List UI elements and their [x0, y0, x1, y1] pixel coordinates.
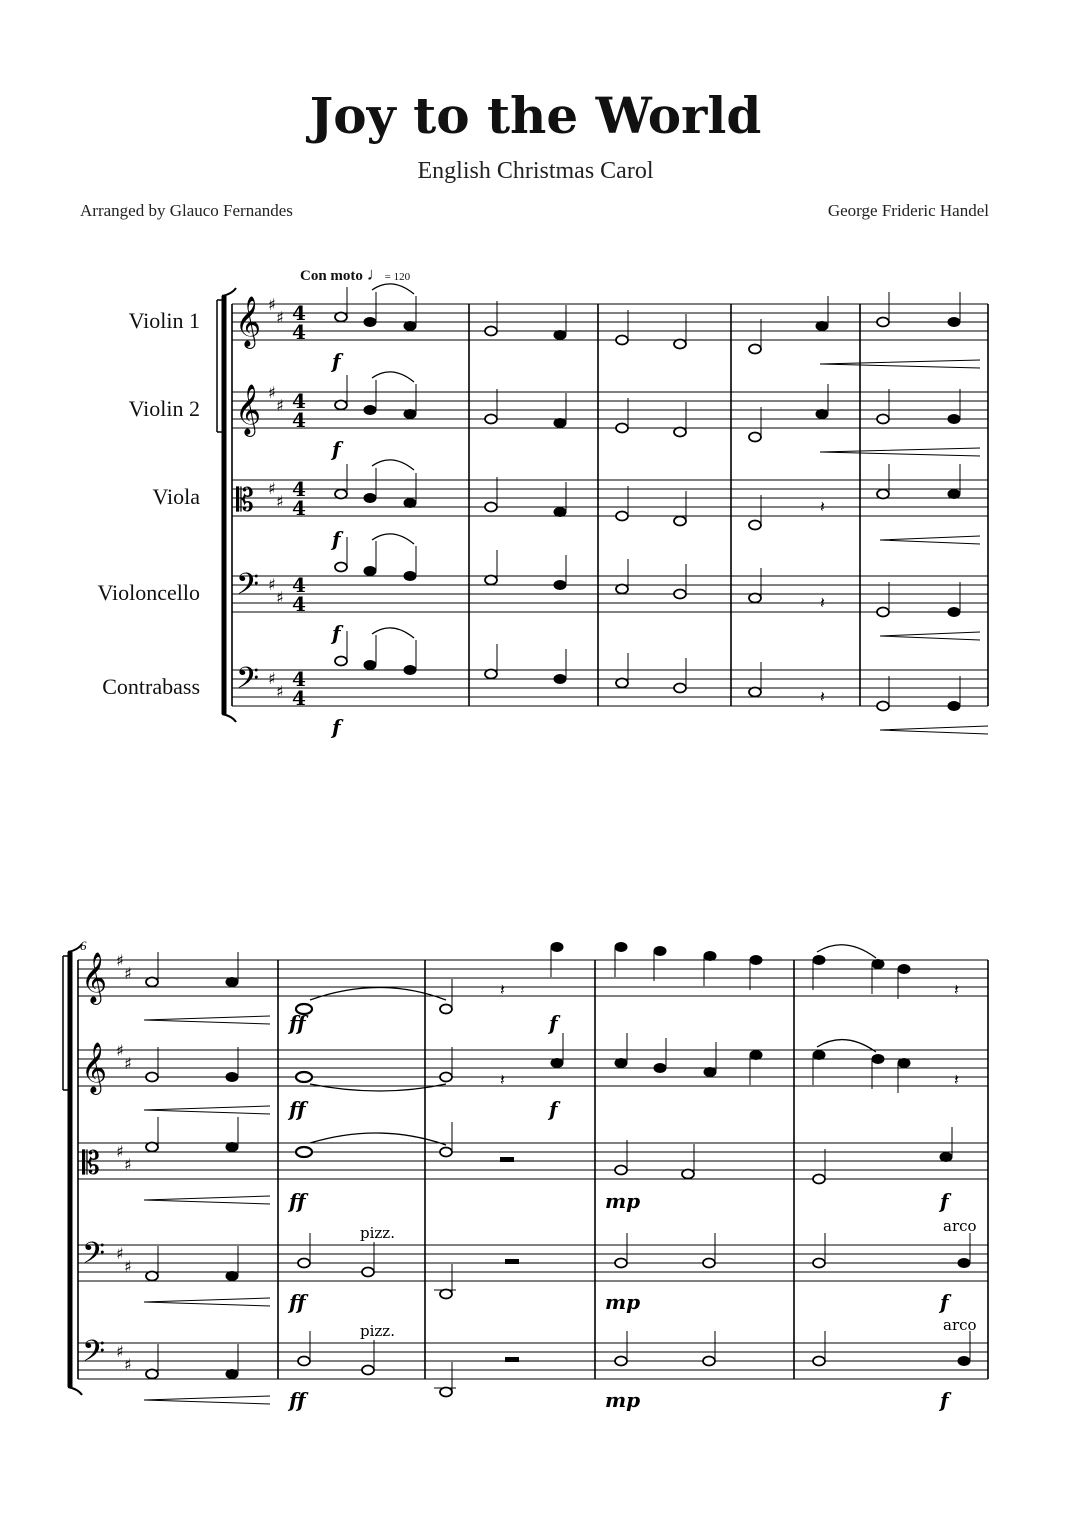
- alto-clef-icon: 𝄡: [82, 1144, 100, 1182]
- time-signatures: [292, 301, 306, 710]
- svg-text:♯: ♯: [268, 295, 276, 314]
- dynamic-ff: ff: [289, 1097, 306, 1121]
- svg-text:♯: ♯: [276, 588, 284, 607]
- dynamic-f: f: [332, 715, 341, 739]
- staff-violoncello-s2: [78, 1245, 988, 1281]
- system-2: [0, 900, 1071, 1515]
- technique-pizz: pizz.: [360, 1224, 395, 1242]
- svg-text:4: 4: [292, 477, 306, 501]
- dynamic-f: f: [332, 527, 341, 551]
- dynamic-mp: mp: [605, 1388, 641, 1412]
- dynamic-f: f: [940, 1388, 949, 1412]
- treble-clef-icon: 𝄞: [235, 296, 262, 347]
- half-rest-icon: [500, 1157, 514, 1162]
- technique-arco: arco: [943, 1217, 977, 1235]
- staff-violin2: [232, 392, 988, 428]
- dynamic-f: f: [549, 1011, 558, 1035]
- svg-text:4: 4: [292, 667, 306, 691]
- svg-text:♯: ♯: [116, 1142, 124, 1161]
- svg-text:4: 4: [292, 592, 306, 616]
- crescendo-hairpins: [820, 360, 988, 734]
- quarter-rest-icon: 𝄽: [820, 497, 825, 516]
- bass-clef-icon: 𝄢: [236, 568, 260, 609]
- instrument-label-viola: Viola: [152, 484, 200, 509]
- svg-text:♯: ♯: [268, 479, 276, 498]
- dynamic-mp: mp: [605, 1189, 641, 1213]
- quarter-rest-icon: 𝄽: [954, 980, 959, 999]
- dynamic-f: f: [940, 1189, 949, 1213]
- svg-text:4: 4: [292, 573, 306, 597]
- svg-text:♯: ♯: [268, 575, 276, 594]
- treble-clef-icon: 𝄞: [81, 952, 108, 1003]
- svg-text:♯: ♯: [116, 1244, 124, 1263]
- dynamic-f: f: [332, 621, 341, 645]
- svg-text:♯: ♯: [276, 682, 284, 701]
- quarter-note-icon: ♩: [366, 264, 385, 284]
- violin-bracket: [63, 956, 68, 1090]
- instrument-label-violin1: Violin 1: [128, 308, 200, 333]
- dynamic-ff: ff: [289, 1011, 306, 1035]
- quarter-rest-icon: 𝄽: [820, 593, 825, 612]
- svg-text:4: 4: [292, 301, 306, 325]
- svg-text:4: 4: [292, 408, 306, 432]
- half-rest-icon: [505, 1357, 519, 1362]
- crescendo-hairpins-s2: [144, 1016, 270, 1404]
- treble-clef-icon: 𝄞: [235, 384, 262, 435]
- quarter-rest-icon: 𝄽: [500, 1070, 505, 1089]
- dynamic-f: f: [332, 349, 341, 373]
- svg-text:♯: ♯: [268, 383, 276, 402]
- svg-text:4: 4: [292, 686, 306, 710]
- treble-clef-icon: 𝄞: [81, 1042, 108, 1093]
- svg-text:♯: ♯: [116, 1342, 124, 1361]
- quarter-rest-icon: 𝄽: [954, 1070, 959, 1089]
- staff-viola-s2: [78, 1143, 988, 1179]
- svg-text:♯: ♯: [124, 1257, 132, 1276]
- technique-pizz: pizz.: [360, 1322, 395, 1340]
- notes-system1: [335, 287, 960, 711]
- svg-text:♯: ♯: [124, 1355, 132, 1374]
- svg-text:♯: ♯: [276, 396, 284, 415]
- svg-text:♯: ♯: [124, 1155, 132, 1174]
- key-signatures-s2: [116, 951, 132, 1374]
- staff-contrabass-s2: [78, 1343, 988, 1379]
- dynamic-f: f: [549, 1097, 558, 1121]
- staff-violoncello: [232, 576, 988, 612]
- metronome-value: = 120: [384, 271, 411, 283]
- svg-text:♯: ♯: [124, 964, 132, 983]
- half-rest-icon: [505, 1259, 519, 1264]
- instrument-label-violoncello: Violoncello: [97, 580, 200, 605]
- svg-text:♯: ♯: [116, 1041, 124, 1060]
- staff-violin1-s2: [78, 960, 988, 996]
- svg-text:♯: ♯: [276, 492, 284, 511]
- staff-violin2-s2: [78, 1050, 988, 1086]
- alto-clef-icon: 𝄡: [236, 481, 254, 519]
- dynamic-mp: mp: [605, 1290, 641, 1314]
- dynamic-f: f: [940, 1290, 949, 1314]
- instrument-label-violin2: Violin 2: [128, 396, 200, 421]
- staff-violin1: [232, 304, 988, 340]
- dynamic-ff: ff: [289, 1189, 306, 1213]
- dynamic-ff: ff: [289, 1388, 306, 1412]
- technique-arco: arco: [943, 1316, 977, 1334]
- dynamic-f: f: [332, 437, 341, 461]
- barlines: [232, 304, 988, 706]
- ties-system2: [310, 945, 876, 1145]
- score-subtitle: English Christmas Carol: [417, 158, 654, 184]
- measure-number: 6: [80, 938, 87, 953]
- svg-text:4: 4: [292, 496, 306, 520]
- arranger-credit: Arranged by Glauco Fernandes: [80, 201, 293, 220]
- quarter-rest-icon: 𝄽: [820, 687, 825, 706]
- bass-clef-icon: 𝄢: [236, 662, 260, 703]
- tempo-text: Con moto: [300, 268, 363, 284]
- svg-text:4: 4: [292, 320, 306, 344]
- composer-credit: George Frideric Handel: [827, 201, 989, 220]
- violin-bracket: [217, 300, 222, 432]
- bass-clef-icon: 𝄢: [82, 1335, 106, 1376]
- svg-text:4: 4: [292, 389, 306, 413]
- bass-clef-icon: 𝄢: [82, 1237, 106, 1278]
- svg-text:♯: ♯: [268, 669, 276, 688]
- svg-text:♯: ♯: [124, 1054, 132, 1073]
- staff-contrabass: [232, 670, 988, 706]
- svg-text:♯: ♯: [116, 951, 124, 970]
- score-title: Joy to the World: [309, 86, 762, 145]
- svg-text:♯: ♯: [276, 308, 284, 327]
- quarter-rest-icon: 𝄽: [500, 980, 505, 999]
- dynamic-ff: ff: [289, 1290, 306, 1314]
- instrument-label-contrabass: Contrabass: [102, 674, 200, 699]
